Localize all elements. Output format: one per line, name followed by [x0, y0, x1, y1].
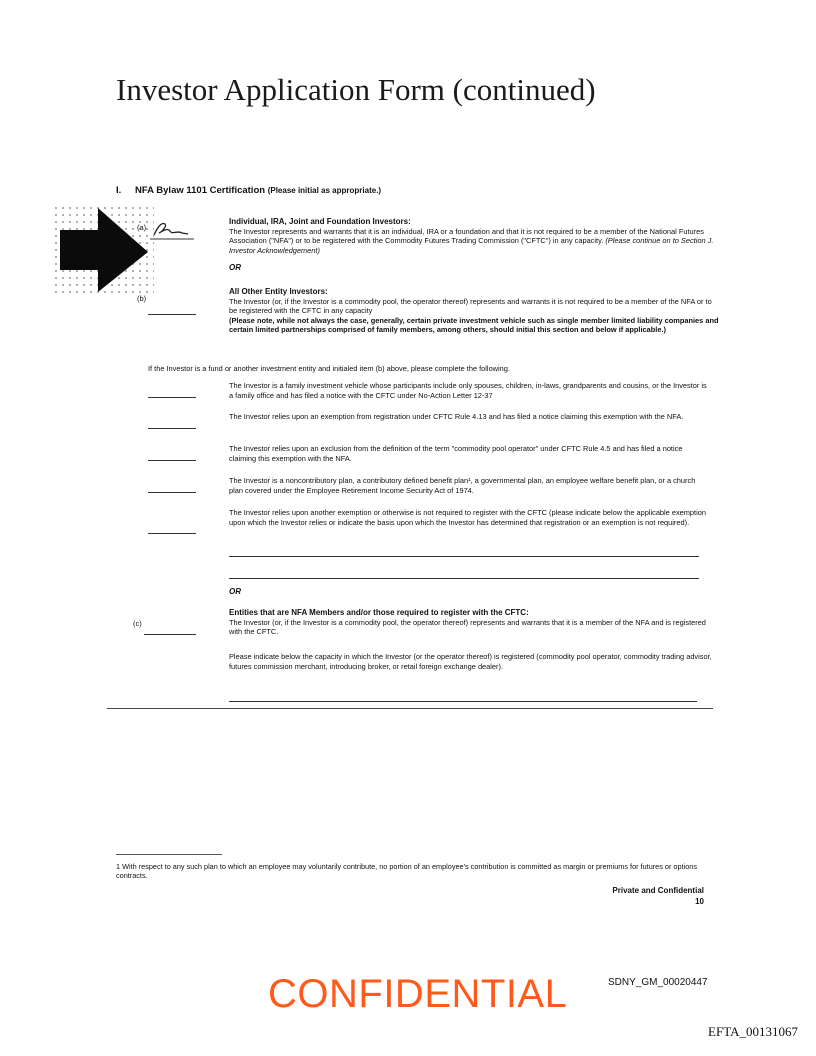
sub-item-3-initial-line[interactable] — [148, 460, 196, 461]
item-c-initial-line[interactable] — [144, 634, 196, 635]
item-a-heading: Individual, IRA, Joint and Foundation Investors: — [229, 217, 411, 226]
sub-item-5-text: The Investor relies upon another exemption or otherwise is not required to register with the CFTC (please indicate below the applicable exemption upon which the Investor relies or indicate the basis upon which the Investor has determined that registration or an exemption is not required). — [229, 508, 706, 527]
footnote-rule — [116, 854, 222, 855]
bates-number-efta: EFTA_00131067 — [708, 1024, 798, 1039]
item-b-heading: All Other Entity Investors: — [229, 287, 328, 296]
item-b-text: The Investor (or, if the Investor is a commodity pool, the operator thereof) represents and warrants it is not required to be a member of the NFA or to be registered with the CFTC in any capacity — [229, 296, 712, 316]
sub-item-3-text: The Investor relies upon an exclusion from the definition of the term "commodity pool operator" under CFTC Rule 4.5 and has filed a notice claiming this exemption with the NFA. — [229, 444, 683, 463]
sub-item-1-text: The Investor is a family investment vehicle whose participants include only spouses, children, in-laws, grandparents and cousins, or the Investor is a family office and has filed a notice with the CFTC under No-Action Letter 12-37 — [229, 381, 707, 400]
footnote: 1 With respect to any such plan to which an employee may voluntarily contribute, no portion of an employee's contribution is committed as margin or premiums for futures or options contracts. — [116, 862, 697, 880]
section-heading — [116, 185, 381, 196]
item-c-block — [229, 608, 719, 637]
page-title: Investor Application Form (continued) — [116, 72, 596, 107]
section-note: (Please initial as appropriate.) — [267, 186, 382, 195]
capacity-instructions: Please indicate below the capacity in which the Investor (or the operator thereof) is registered (commodity pool operator, commodity trading advisor, futures commission merchant, introducing broker, or retail foreign exchange dealer). — [229, 652, 712, 671]
private-confidential-label: Private and Confidential — [612, 886, 704, 895]
sub-item-5-initial-line[interactable] — [148, 533, 196, 534]
confidential-stamp: CONFIDENTIAL — [268, 972, 568, 1016]
section-number: I. — [116, 185, 122, 196]
item-b-bold-note: (Please note, while not always the case, generally, certain private investment vehicle such as single member limited liability companies and certain limited partnerships comprised of family members, among others, should initial this section and below if applicable.) — [229, 315, 719, 335]
item-a-initials[interactable] — [150, 218, 196, 240]
item-b-initial-line[interactable] — [148, 314, 196, 315]
item-b-label: (b) — [137, 294, 147, 303]
exemption-answer-line-1[interactable] — [229, 556, 699, 557]
item-b-block — [229, 287, 719, 335]
exemption-answer-line-2[interactable] — [229, 578, 699, 579]
sub-item-2-initial-line[interactable] — [148, 428, 196, 429]
item-a-block — [229, 217, 719, 255]
item-c-heading: Entities that are NFA Members and/or those required to register with the CFTC: — [229, 608, 529, 617]
section-title: NFA Bylaw 1101 Certification — [135, 185, 266, 196]
item-c-label: (c) — [133, 619, 142, 628]
item-a-note: (Please continue on to Section J. Investor Acknowledgement) — [229, 236, 714, 255]
page-footer — [612, 885, 704, 907]
fund-intro: If the Investor is a fund or another investment entity and initialed item (b) above, please complete the following. — [148, 364, 510, 373]
capacity-answer-line[interactable] — [229, 701, 697, 702]
page-number: 10 — [695, 897, 704, 906]
bates-number-sdny: SDNY_GM_00020447 — [608, 977, 708, 988]
or-divider-1: OR — [229, 263, 241, 272]
section-divider — [107, 708, 713, 709]
item-a-text: The Investor represents and warrants that it is an individual, IRA or a foundation and that it is not required to be a member of the National Futures Association ("NFA") or to be registered with the Commodity Futures Trading Commission ("CFTC") in any capacity. — [229, 226, 704, 246]
sub-item-1-initial-line[interactable] — [148, 397, 196, 398]
sub-item-2-text: The Investor relies upon an exemption from registration under CFTC Rule 4.13 and has filed a notice claiming this exemption with the NFA. — [229, 412, 684, 421]
sub-item-4-initial-line[interactable] — [148, 492, 196, 493]
sub-item-4-text: The Investor is a noncontributory plan, a contributory defined benefit plan¹, a governmental plan, an employee welfare benefit plan, or a church plan covered under the Employee Retirement Income Security Act of 1974. — [229, 476, 696, 495]
sign-here-arrow-icon — [54, 206, 158, 298]
item-c-text: The Investor (or, if the Investor is a commodity pool, the operator thereof) represents and warrants that it is a member of the NFA and is registered with the CFTC. — [229, 617, 706, 637]
or-divider-2: OR — [229, 587, 241, 596]
item-a-label: (a) — [137, 223, 147, 232]
